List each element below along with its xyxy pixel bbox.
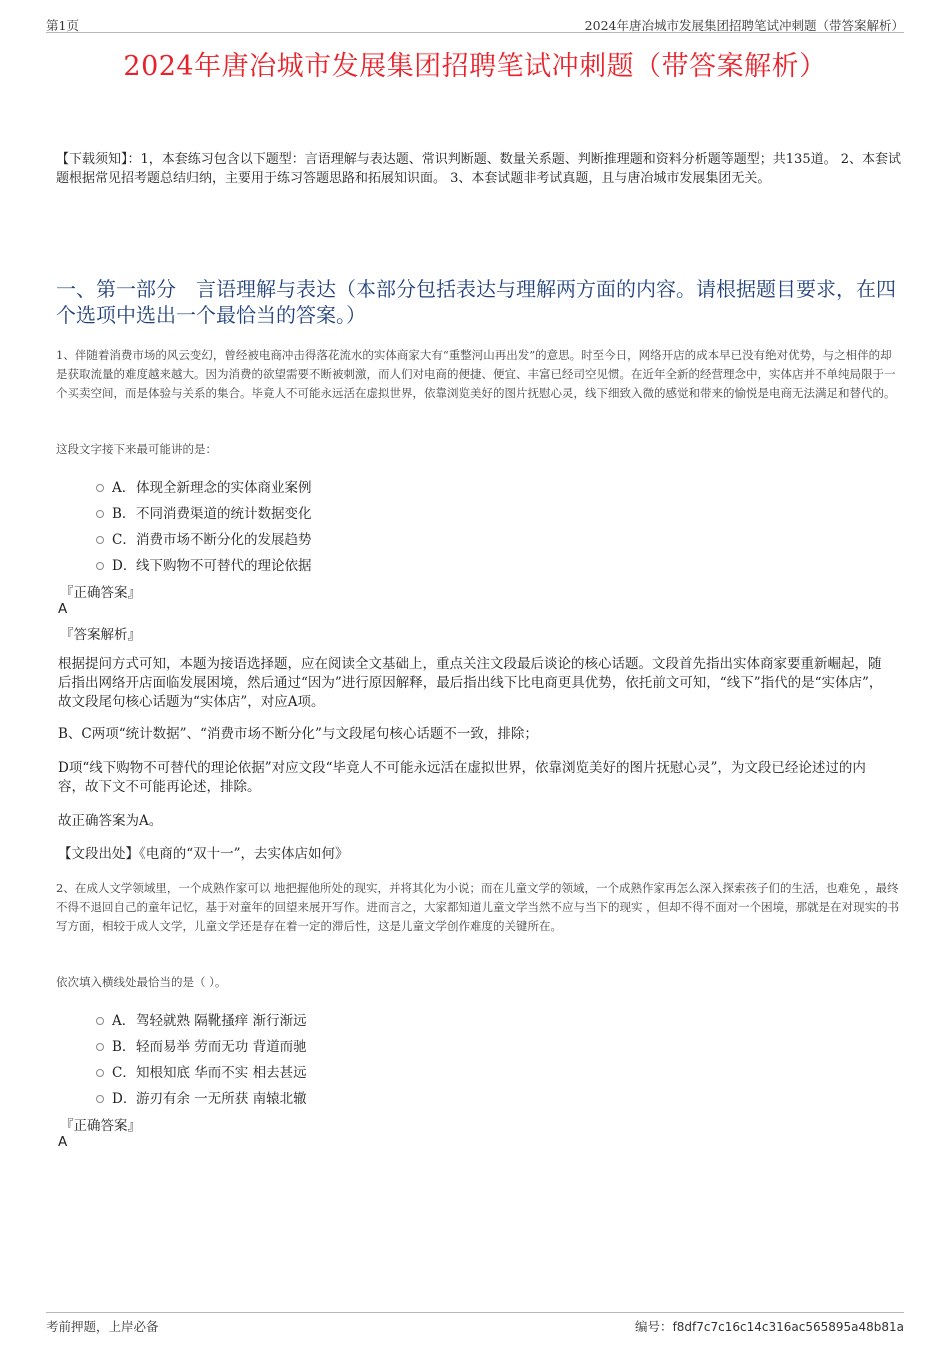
analysis-paragraph: D项“线下购物不可替代的理论依据”对应文段“毕竟人不可能永远活在虚拟世界，依靠浏览美好的图片抚慰心灵”，为文段已经论述过的内容，故下文不可能再论述，排除。 xyxy=(58,760,866,795)
question-1-text: 1、伴随着消费市场的风云变幻，曾经被电商冲击得落花流水的实体商家大有“重整河山再出发”的意思。时至今日，网络开店的成本早已没有绝对优势，与之相伴的却是获取流量的难度越来越大。因为消费的欲望需要不断被刺激，而人们对电商的便捷、便宜、丰富已经司空见惯。在近年全新的经营理念中，实体店并不单纯局限于一个买卖空间，而是体验与关系的集合。毕竟人不可能永远活在虚拟世界，依靠浏览美好的图片抚慰心灵，线下细致入微的感觉和带来的愉悦是电商无法满足和替代的。 xyxy=(56,348,896,400)
header-doc-title: 2024年唐冶城市发展集团招聘笔试冲刺题（带答案解析） xyxy=(584,18,904,33)
section-heading: 一、第一部分 言语理解与表达（本部分包括表达与理解两方面的内容。请根据题目要求，在四个选项中选出一个最恰当的答案。） xyxy=(56,277,896,327)
question-2-prompt: 依次填入横线处最恰当的是（ ）。 xyxy=(56,975,227,989)
page-number: 第1页 xyxy=(46,18,79,33)
download-notice: 【下载须知】：1，本套练习包含以下题型：言语理解与表达题、常识判断题、数量关系题、判断推理题和资料分析题等题型；共135道。 2、本套试题根据常见招考题总结归纳，主要用于练习答题思路和拓展知识面。 3、本套试题非考试真题，且与唐冶城市发展集团无关。 xyxy=(56,152,901,186)
question-1-prompt: 这段文字接下来最可能讲的是： xyxy=(56,442,217,456)
radio-icon[interactable] xyxy=(96,1017,104,1025)
footer-slogan: 考前押题，上岸必备 xyxy=(46,1319,159,1334)
option-d[interactable]: D． 线下购物不可替代的理论依据 xyxy=(96,551,312,577)
question-1-options xyxy=(96,473,312,577)
option-c[interactable]: C． 知根知底 华而不实 相去甚远 xyxy=(96,1058,307,1084)
option-c[interactable]: C． 消费市场不断分化的发展趋势 xyxy=(96,525,312,551)
answer-label: 『正确答案』 xyxy=(60,1118,141,1134)
option-a[interactable]: A． 体现全新理念的实体商业案例 xyxy=(96,473,312,499)
answer-value: A xyxy=(58,601,68,617)
document-title: 2024年唐冶城市发展集团招聘笔试冲刺题（带答案解析） xyxy=(123,51,827,82)
radio-icon[interactable] xyxy=(96,484,104,492)
option-d[interactable]: D． 游刃有余 一无所获 南辕北辙 xyxy=(96,1084,307,1110)
source-citation: 【文段出处】《电商的“双十一”，去实体店如何》 xyxy=(58,846,349,862)
question-2-text: 2、在成人文学领域里，一个成熟作家可以 地把握他所处的现实，并将其化为小说；而在儿童文学的领域，一个成熟作家再怎么深入探索孩子们的生活，也难免 ，最终不得不退回自己的童年记忆，基于对童年的回望来展开写作。进而言之，大家都知道儿童文学当然不应与当下的现实 ，但却不得不面对一个困境，那就是在对现实的书写方面，相较于成人文学，儿童文学还是存在着一定的滞后性，这是儿童文学创作难度的关键所在。 xyxy=(56,881,900,933)
answer-label: 『正确答案』 xyxy=(60,585,141,601)
radio-icon[interactable] xyxy=(96,562,104,570)
option-b[interactable]: B． 轻而易举 劳而无功 背道而驰 xyxy=(96,1032,307,1058)
page-header xyxy=(46,14,904,33)
analysis-paragraph: 故正确答案为A。 xyxy=(58,813,163,829)
radio-icon[interactable] xyxy=(96,1069,104,1077)
radio-icon[interactable] xyxy=(96,1043,104,1051)
option-a[interactable]: A． 驾轻就熟 隔靴搔痒 渐行渐远 xyxy=(96,1006,307,1032)
document-id: 编号：f8df7c7c16c14c316ac565895a48b81a xyxy=(635,1319,904,1334)
analysis-paragraph: B、C两项“统计数据”、“消费市场不断分化”与文段尾句核心话题不一致，排除； xyxy=(58,726,538,742)
page-footer xyxy=(46,1312,904,1337)
answer-value: A xyxy=(58,1134,68,1150)
question-2-options xyxy=(96,1006,307,1110)
option-b[interactable]: B． 不同消费渠道的统计数据变化 xyxy=(96,499,312,525)
analysis-label: 『答案解析』 xyxy=(60,627,141,643)
radio-icon[interactable] xyxy=(96,510,104,518)
radio-icon[interactable] xyxy=(96,536,104,544)
analysis-paragraph: 根据提问方式可知，本题为接语选择题，应在阅读全文基础上，重点关注文段最后谈论的核心话题。文段首先指出实体商家要重新崛起，随后指出网络开店面临发展困境，然后通过“因为”进行原因解释，最后指出线下比电商更具优势，依托前文可知，“线下”指代的是“实体店”，故文段尾句核心话题为“实体店”，对应A项。 xyxy=(58,656,883,710)
radio-icon[interactable] xyxy=(96,1095,104,1103)
